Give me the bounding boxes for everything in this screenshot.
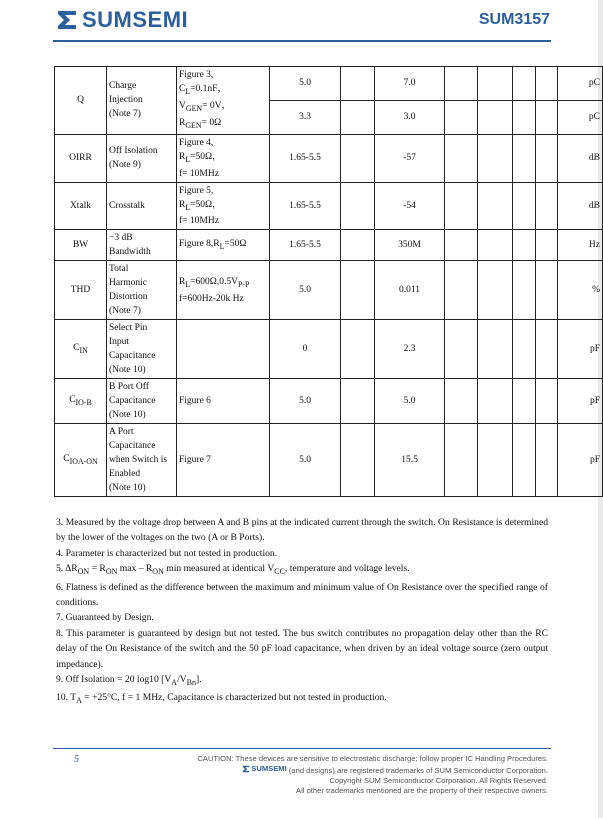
- footer-logo: [242, 764, 286, 774]
- condition-cell: [177, 320, 270, 379]
- temp-cell: [341, 424, 375, 497]
- blank-cell: [513, 320, 536, 379]
- symbol-cell: Xtalk: [55, 182, 107, 230]
- note-item: 4. Parameter is characterized but not tested in production.: [56, 547, 278, 559]
- symbol-cell: OIRR: [55, 134, 107, 182]
- sigma-logo-icon: [242, 765, 250, 773]
- page-number: 5: [74, 754, 79, 765]
- note-item: 6. Flatness is defined as the difference between the maximum and minimum value of On Resistance over the specified range of conditions.: [56, 581, 548, 608]
- typ-value-cell: -57: [375, 134, 445, 182]
- notes-section: [56, 515, 548, 709]
- condition-cell: Figure 6: [177, 379, 270, 424]
- footer-caution: CAUTION: These devices are sensitive to electrostatic discharge; follow proper IC Handling Procedures.: [197, 754, 548, 763]
- unit-cell: dB: [558, 182, 603, 230]
- blank-cell: [478, 379, 513, 424]
- symbol-cell: $C_{IOA-ON}$: [55, 424, 107, 497]
- unit-cell: %: [558, 261, 603, 320]
- temp-cell: [341, 379, 375, 424]
- temp-cell: [341, 230, 375, 261]
- table-row: [55, 182, 603, 230]
- typ-value-cell: 7.0: [375, 67, 445, 101]
- blank-cell: [445, 261, 478, 320]
- blank-cell: [478, 100, 513, 134]
- condition-cell: Figure 7: [177, 424, 270, 497]
- part-number: SUM3157: [478, 11, 550, 28]
- blank-cell: [536, 424, 558, 497]
- blank-cell: [445, 320, 478, 379]
- blank-cell: [478, 67, 513, 101]
- note-item: 7. Guaranteed by Design.: [56, 612, 154, 624]
- condition-cell: Figure 4, $R_L=50\Omega$， f= 10MHz: [177, 134, 270, 182]
- parameter-cell: B Port Off Capacitance (Note 10): [107, 379, 177, 424]
- vcc-cell: 1.65-5.5: [270, 182, 341, 230]
- blank-cell: [536, 379, 558, 424]
- blank-cell: [513, 261, 536, 320]
- table-row: [55, 379, 603, 424]
- parameter-cell: Charge Injection (Note 7): [107, 67, 177, 135]
- vcc-cell: 5.0: [270, 424, 341, 497]
- vcc-cell: 5.0: [270, 67, 341, 101]
- typ-value-cell: 2.3: [375, 320, 445, 379]
- footer-divider: [53, 748, 551, 749]
- blank-cell: [536, 320, 558, 379]
- unit-cell: pF: [558, 424, 603, 497]
- blank-cell: [513, 100, 536, 134]
- vcc-cell: 3.3: [270, 100, 341, 134]
- blank-cell: [478, 182, 513, 230]
- blank-cell: [478, 230, 513, 261]
- note-item: 5. $\Delta R_{ON} = R_{ON}$ max – $R_{ON}$ min measured at identical $V_{CC}$, temperature and voltage levels.: [56, 563, 410, 577]
- footer-other-trademarks: All other trademarks mentioned are the property of their respective owners.: [296, 786, 548, 795]
- blank-cell: [445, 67, 478, 101]
- unit-cell: dB: [558, 134, 603, 182]
- blank-cell: [513, 424, 536, 497]
- temp-cell: [341, 134, 375, 182]
- typ-value-cell: 15.5: [375, 424, 445, 497]
- unit-cell: Hz: [558, 230, 603, 261]
- blank-cell: [445, 230, 478, 261]
- typ-value-cell: 0.011: [375, 261, 445, 320]
- parameter-cell: A Port Capacitance when Switch is Enabled (Note 10): [107, 424, 177, 497]
- temp-cell: [341, 67, 375, 101]
- blank-cell: [445, 134, 478, 182]
- blank-cell: [513, 134, 536, 182]
- typ-value-cell: 5.0: [375, 379, 445, 424]
- footer-copyright: Copyright SUM Semiconductor Corporation. All Rights Reserved.: [329, 776, 548, 785]
- blank-cell: [478, 134, 513, 182]
- table-row: [55, 261, 603, 320]
- temp-cell: [341, 182, 375, 230]
- parameter-cell: Off Isolation (Note 9): [107, 134, 177, 182]
- footer-legal: [128, 754, 548, 796]
- note-item: 10. $T_A = +25^\circ C$, f = 1 MHz, Capacitance is characterized but not tested in production.: [56, 692, 387, 706]
- vcc-cell: 5.0: [270, 261, 341, 320]
- symbol-cell: $C_{IO-B}$: [55, 379, 107, 424]
- condition-cell: $R_L=600\Omega,0.5V_{P-P}$ f=600Hz-20k Hz: [177, 261, 270, 320]
- footer-trademark: [128, 764, 548, 776]
- note-item: 9. Off Isolation = 20 log10 $[V_A/V_{Bn}]$.: [56, 673, 202, 687]
- table-row: [55, 424, 603, 497]
- vcc-cell: 0: [270, 320, 341, 379]
- parameter-cell: Select Pin Input Capacitance (Note 10): [107, 320, 177, 379]
- temp-cell: [341, 261, 375, 320]
- blank-cell: [478, 320, 513, 379]
- note-item: 3. Measured by the voltage drop between A and B pins at the indicated current through the switch. On Resistance is determined by the lower of the voltages on the two (A or B Ports).: [56, 517, 548, 544]
- condition-cell: Figure $8,R_L=50\Omega$: [177, 230, 270, 261]
- symbol-cell: Q: [55, 67, 107, 135]
- unit-cell: pF: [558, 320, 603, 379]
- typ-value-cell: 3.0: [375, 100, 445, 134]
- blank-cell: [445, 379, 478, 424]
- company-logo: [56, 8, 188, 32]
- parameter-cell: Total Harmonic Distortion (Note 7): [107, 261, 177, 320]
- condition-cell: Figure 5, $R_L=50\Omega$， f= 10MHz: [177, 182, 270, 230]
- header-divider: [53, 40, 551, 42]
- blank-cell: [536, 182, 558, 230]
- blank-cell: [478, 424, 513, 497]
- symbol-cell: THD: [55, 261, 107, 320]
- blank-cell: [445, 182, 478, 230]
- logo-text: SUMSEMI: [82, 7, 189, 32]
- blank-cell: [478, 261, 513, 320]
- parameter-cell: Crosstalk: [107, 182, 177, 230]
- unit-cell: pC: [558, 100, 603, 134]
- blank-cell: [445, 100, 478, 134]
- blank-cell: [536, 67, 558, 101]
- symbol-cell: $C_{IN}$: [55, 320, 107, 379]
- blank-cell: [513, 230, 536, 261]
- blank-cell: [536, 230, 558, 261]
- blank-cell: [513, 182, 536, 230]
- spec-table: [54, 66, 603, 497]
- table-row: [55, 67, 603, 101]
- sigma-logo-icon: [56, 9, 78, 31]
- table-row: [55, 320, 603, 379]
- blank-cell: [445, 424, 478, 497]
- vcc-cell: 1.65-5.5: [270, 230, 341, 261]
- condition-cell: Figure 3, $C_L=0.1nF$， $V_{GEN}= 0V$， $R_{GEN}= 0\Omega$: [177, 67, 270, 135]
- vcc-cell: 5.0: [270, 379, 341, 424]
- unit-cell: pF: [558, 379, 603, 424]
- blank-cell: [536, 134, 558, 182]
- footer-logo-text: SUMSEMI: [251, 764, 287, 773]
- table-row: [55, 230, 603, 261]
- typ-value-cell: -54: [375, 182, 445, 230]
- blank-cell: [536, 261, 558, 320]
- blank-cell: [513, 379, 536, 424]
- table-row: [55, 134, 603, 182]
- temp-cell: [341, 320, 375, 379]
- typ-value-cell: 350M: [375, 230, 445, 261]
- symbol-cell: BW: [55, 230, 107, 261]
- note-item: 8. This parameter is guaranteed by design but not tested. The bus switch contributes no propagation delay other than the RC delay of the On Resistance of the switch and the 50 pF load capacitance, when driven by an ideal voltage source (zero output impedance).: [56, 627, 548, 670]
- temp-cell: [341, 100, 375, 134]
- parameter-cell: −3 dB Bandwidth: [107, 230, 177, 261]
- unit-cell: pC: [558, 67, 603, 101]
- blank-cell: [513, 67, 536, 101]
- vcc-cell: 1.65-5.5: [270, 134, 341, 182]
- blank-cell: [536, 100, 558, 134]
- footer-trademark-text: (and designs) are registered trademarks of SUM Semiconductor Corporation.: [288, 766, 548, 775]
